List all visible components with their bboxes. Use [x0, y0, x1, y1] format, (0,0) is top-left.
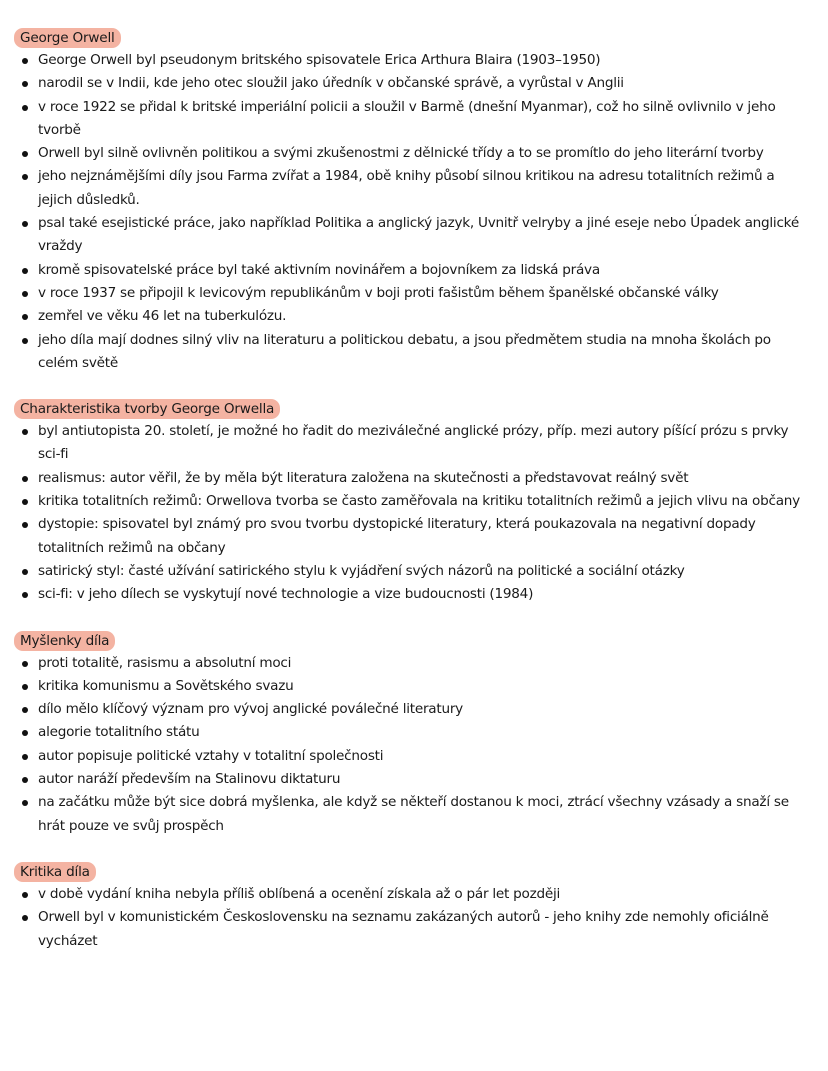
bullet-icon [22, 592, 28, 598]
list-item [0, 212, 828, 259]
bullet-icon [22, 338, 28, 344]
section-heading: Kritika díla [14, 862, 96, 882]
bullet-icon [22, 707, 28, 713]
list-item [0, 467, 828, 490]
bullet-icon [22, 105, 28, 111]
list-item-text: zemřel ve věku 46 let na tuberkulózu. [38, 308, 287, 325]
bullet-icon [22, 151, 28, 157]
section-kritika-dila [0, 861, 828, 953]
list-item [0, 305, 828, 328]
list-item-text: na začátku může být sice dobrá myšlenka, ale když se někteří dostanou k moci, ztrácí všechny vzásady a snaží se hrát pouze ve svůj prospěch [38, 794, 789, 834]
bullet-icon [22, 800, 28, 806]
bullet-icon [22, 522, 28, 528]
list-item [0, 165, 828, 212]
bullet-icon [22, 754, 28, 760]
list-item-text: v roce 1922 se přidal k britské imperiální policii a sloužil v Barmě (dnešní Myanmar), což ho silně ovlivnilo v jeho tvorbě [38, 98, 776, 138]
list-item [0, 282, 828, 305]
list-item [0, 791, 828, 838]
list-item [0, 583, 828, 606]
list-item-text: dystopie: spisovatel byl známý pro svou tvorbu dystopické literatury, která poukazovala na negativní dopady totalitních režimů na občany [38, 516, 756, 556]
notes-page [0, 27, 828, 976]
list-item-text: sci-fi: v jeho dílech se vyskytují nové technologie a vize budoucnosti (1984) [38, 586, 534, 603]
list-item-text: narodil se v Indii, kde jeho otec sloužil jako úředník v občanské správě, a vyrůstal v Anglii [38, 75, 624, 92]
list-item-text: jeho nejznámějšími díly jsou Farma zvířat a 1984, obě knihy působí silnou kritikou na adresu totalitních režimů a jejich důsledků. [38, 168, 775, 208]
list-item [0, 745, 828, 768]
list-item [0, 49, 828, 72]
bullet-icon [22, 915, 28, 921]
list-item-text: autor naráží především na Stalinovu diktaturu [38, 771, 341, 788]
list-item-text: byl antiutopista 20. století, je možné ho řadit do meziválečné anglické prózy, příp. mezi autory píšící prózu s prvky sci-fi [38, 423, 789, 463]
bullet-list [0, 883, 828, 953]
list-item [0, 490, 828, 513]
list-item-text: Orwell byl v komunistickém Československu na seznamu zakázaných autorů - jeho knihy zde nemohly oficiálně vycházet [38, 909, 769, 949]
list-item [0, 420, 828, 467]
heading-row [0, 861, 828, 883]
list-item-text: kromě spisovatelské práce byl také aktivním novinářem a bojovníkem za lidská práva [38, 261, 600, 278]
bullet-icon [22, 569, 28, 575]
list-item [0, 329, 828, 376]
list-item-text: v roce 1937 se připojil k levicovým republikánům v boji proti fašistům během španělské občanské války [38, 284, 719, 301]
bullet-icon [22, 291, 28, 297]
section-george-orwell [0, 27, 828, 375]
bullet-icon [22, 777, 28, 783]
bullet-list [0, 652, 828, 838]
list-item [0, 675, 828, 698]
section-heading: Myšlenky díla [14, 631, 115, 651]
list-item-text: Orwell byl silně ovlivněn politikou a svými zkušenostmi z dělnické třídy a to se promítlo do jeho literární tvorby [38, 145, 764, 162]
list-item [0, 96, 828, 143]
list-item [0, 721, 828, 744]
list-item [0, 72, 828, 95]
bullet-icon [22, 661, 28, 667]
heading-row [0, 27, 828, 49]
list-item [0, 513, 828, 560]
list-item [0, 142, 828, 165]
bullet-icon [22, 476, 28, 482]
heading-row [0, 630, 828, 652]
section-charakteristika-tvorby [0, 398, 828, 606]
list-item [0, 698, 828, 721]
bullet-icon [22, 81, 28, 87]
bullet-icon [22, 174, 28, 180]
list-item-text: proti totalitě, rasismu a absolutní moci [38, 654, 292, 671]
bullet-list [0, 49, 828, 375]
list-item-text: psal také esejistické práce, jako například Politika a anglický jazyk, Uvnitř velryby a jiné eseje nebo Úpadek anglické vraždy [38, 215, 799, 255]
list-item [0, 259, 828, 282]
heading-row [0, 398, 828, 420]
list-item-text: kritika totalitních režimů: Orwellova tvorba se často zaměřovala na kritiku totalitních režimů a jejich vlivu na občany [38, 493, 800, 510]
section-myslenky-dila [0, 630, 828, 838]
list-item-text: alegorie totalitního státu [38, 724, 200, 741]
bullet-icon [22, 429, 28, 435]
list-item-text: realismus: autor věřil, že by měla být literatura založena na skutečnosti a představovat reálný svět [38, 469, 689, 486]
bullet-icon [22, 684, 28, 690]
section-heading: Charakteristika tvorby George Orwella [14, 399, 280, 419]
list-item [0, 883, 828, 906]
list-item-text: autor popisuje politické vztahy v totalitní společnosti [38, 747, 384, 764]
bullet-icon [22, 730, 28, 736]
list-item-text: satirický styl: časté užívání satirického stylu k vyjádření svých názorů na politické a sociální otázky [38, 562, 685, 579]
list-item [0, 652, 828, 675]
bullet-icon [22, 499, 28, 505]
list-item [0, 906, 828, 953]
list-item-text: George Orwell byl pseudonym britského spisovatele Erica Arthura Blaira (1903–1950) [38, 52, 601, 68]
bullet-list [0, 420, 828, 606]
list-item-text: dílo mělo klíčový význam pro vývoj anglické poválečné literatury [38, 701, 463, 718]
bullet-icon [22, 892, 28, 898]
list-item [0, 768, 828, 791]
section-heading: George Orwell [14, 28, 121, 48]
bullet-icon [22, 58, 28, 64]
list-item-text: jeho díla mají dodnes silný vliv na literaturu a politickou debatu, a jsou předmětem studia na mnoha školách po celém světě [38, 331, 771, 371]
list-item [0, 560, 828, 583]
bullet-icon [22, 314, 28, 320]
list-item-text: kritika komunismu a Sovětského svazu [38, 677, 294, 694]
bullet-icon [22, 221, 28, 227]
bullet-icon [22, 268, 28, 274]
list-item-text: v době vydání kniha nebyla příliš oblíbená a ocenění získala až o pár let později [38, 885, 561, 902]
